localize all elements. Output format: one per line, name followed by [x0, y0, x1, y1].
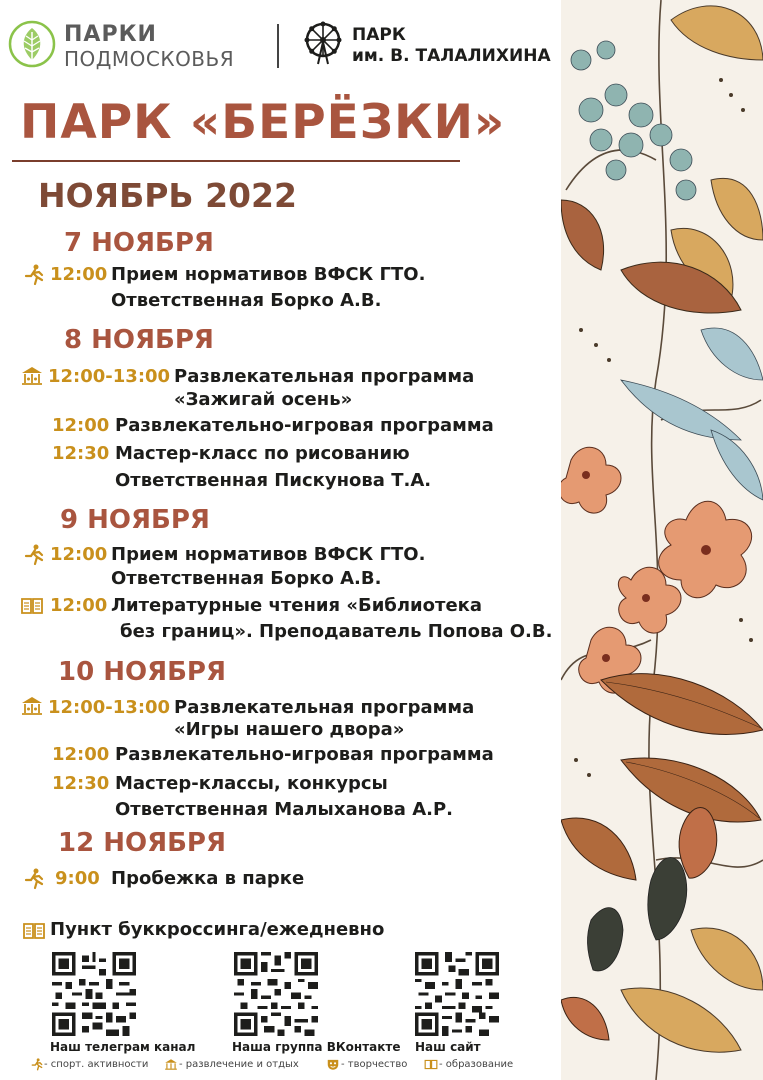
ferris-wheel-icon: [300, 20, 346, 66]
book-icon: [424, 1058, 438, 1071]
book-icon: [22, 920, 46, 942]
qr-code-telegram[interactable]: [50, 952, 138, 1036]
running-icon: [22, 868, 46, 890]
carousel-icon: [164, 1058, 178, 1071]
logo-left-line1: ПАРКИ: [64, 22, 157, 47]
event-text: Прием нормативов ВФСК ГТО.: [111, 264, 426, 285]
carousel-icon: [20, 365, 44, 387]
legend-label: - творчество: [341, 1059, 408, 1070]
qr-caption-vkontakte: Наша группа ВКонтакте: [232, 1040, 401, 1054]
page-title: ПАРК «БЕРЁЗКИ»: [20, 95, 506, 150]
event-time: 12:30: [52, 773, 110, 794]
date-heading: 12 НОЯБРЯ: [58, 828, 227, 858]
event-text: Развлекательно-игровая программа: [115, 415, 494, 436]
parks-podmoskovya-logo: [8, 20, 260, 70]
mask-icon: [326, 1058, 340, 1071]
event-time: 12:00: [50, 544, 108, 565]
event-time: 12:00: [50, 595, 108, 616]
running-icon: [22, 264, 46, 286]
qr-code-website[interactable]: [413, 952, 501, 1036]
legend-label: - образование: [439, 1059, 514, 1070]
event-text: Развлекательно-игровая программа: [115, 744, 494, 765]
event-text: Ответственная Пискунова Т.А.: [115, 470, 432, 491]
event-text: «Зажигай осень»: [174, 389, 353, 410]
event-text: Литературные чтения «Библиотека: [111, 595, 483, 616]
running-icon: [30, 1058, 44, 1071]
event-text: Ответственная Борко А.В.: [111, 290, 382, 311]
event-time: 9:00: [55, 868, 100, 889]
book-icon: [20, 595, 44, 617]
date-heading: 9 НОЯБРЯ: [60, 505, 210, 535]
date-heading: 8 НОЯБРЯ: [64, 325, 214, 355]
event-time: 12:30: [52, 443, 110, 464]
event-text: Ответственная Малыханова А.Р.: [115, 799, 453, 820]
event-text: Пробежка в парке: [111, 868, 305, 889]
event-text: без границ». Преподаватель Попова О.В.: [120, 621, 553, 642]
event-text: Мастер-классы, конкурсы: [115, 773, 388, 794]
park-talalikhina-logo: [300, 20, 560, 70]
event-text: Мастер-класс по рисованию: [115, 443, 410, 464]
logo-left-line2: ПОДМОСКОВЬЯ: [64, 47, 235, 71]
logo-right-line1: ПАРК: [352, 25, 406, 45]
event-time: 12:00: [50, 264, 108, 285]
bookcrossing-text: Пункт буккроссинга/ежедневно: [50, 919, 385, 940]
header-divider: [277, 24, 279, 68]
event-text: Прием нормативов ВФСК ГТО.: [111, 544, 426, 565]
event-time: 12:00-13:00: [48, 366, 171, 387]
event-text: Ответственная Борко А.В.: [111, 568, 382, 589]
event-text: «Игры нашего двора»: [174, 719, 405, 740]
event-text: Развлекательная программа: [174, 697, 475, 718]
carousel-icon: [20, 695, 44, 717]
legend-label: - развлечение и отдых: [179, 1059, 299, 1070]
event-time: 12:00: [52, 744, 110, 765]
event-time: 12:00: [52, 415, 110, 436]
legend-label: - спорт. активности: [44, 1059, 149, 1070]
qr-code-vkontakte[interactable]: [232, 952, 320, 1036]
title-underline: [12, 160, 460, 162]
event-time: 12:00-13:00: [48, 697, 171, 718]
event-text: Развлекательная программа: [174, 366, 475, 387]
date-heading: 7 НОЯБРЯ: [64, 228, 214, 258]
floral-decoration: [561, 0, 763, 1080]
logo-right-line2: им. В. ТАЛАЛИХИНА: [352, 46, 551, 66]
qr-caption-website: Наш сайт: [415, 1040, 481, 1054]
floral-pattern-illustration: [561, 0, 763, 1080]
leaf-logo-icon: [8, 20, 56, 68]
qr-caption-telegram: Наш телеграм канал: [50, 1040, 196, 1054]
running-icon: [22, 544, 46, 566]
month-heading: НОЯБРЬ 2022: [38, 176, 297, 215]
date-heading: 10 НОЯБРЯ: [58, 657, 227, 687]
